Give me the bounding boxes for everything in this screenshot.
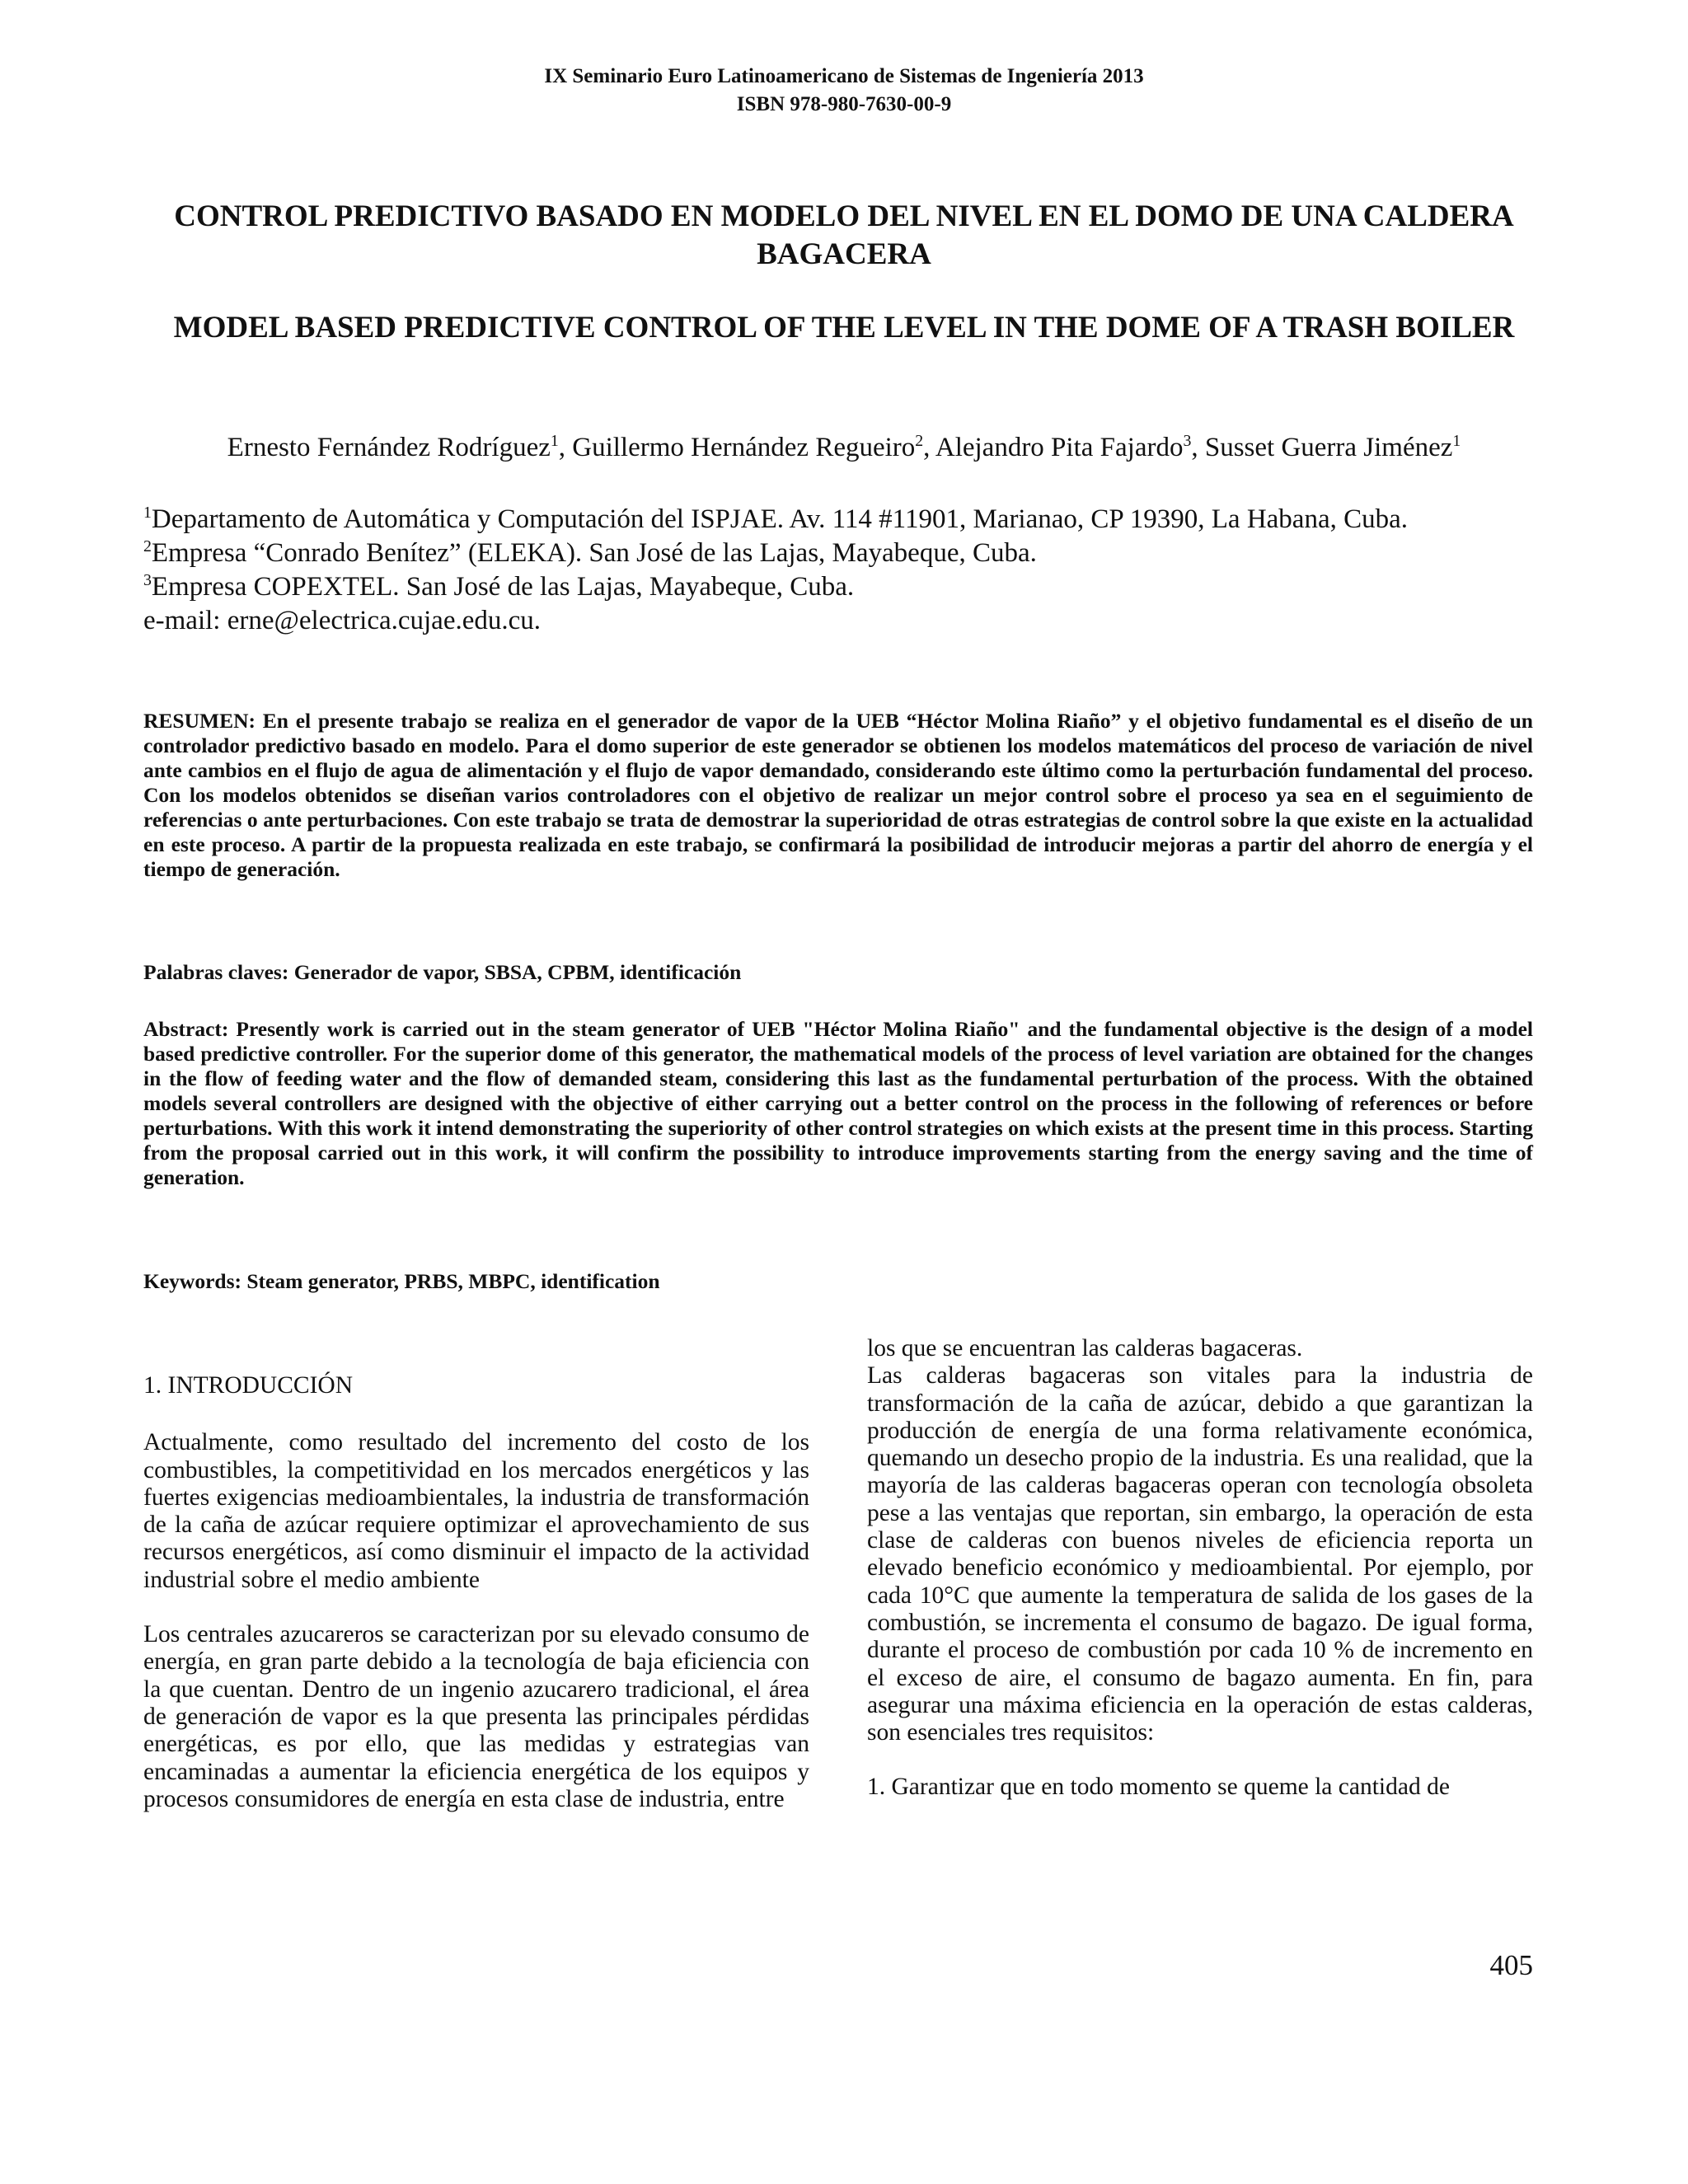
affiliation-text: Departamento de Automática y Computación del ISPJAE. Av. 114 #11901, Marianao, CP 19390, La Habana, Cuba. bbox=[151, 504, 1409, 534]
conference-header: IX Seminario Euro Latinoamericano de Sistemas de Ingeniería 2013 bbox=[544, 65, 1144, 87]
author-affiliation-marker: 2 bbox=[915, 432, 924, 450]
author-name: Alejandro Pita Fajardo bbox=[935, 433, 1184, 462]
paper-title-english: MODEL BASED PREDICTIVE CONTROL OF THE LEVEL IN THE DOME OF A TRASH BOILER bbox=[173, 311, 1515, 344]
isbn-header: ISBN 978-980-7630-00-9 bbox=[736, 93, 952, 115]
author-affiliation-marker: 1 bbox=[1452, 432, 1461, 450]
affiliation-marker: 2 bbox=[143, 537, 152, 555]
author-name: Ernesto Fernández Rodríguez bbox=[227, 433, 551, 462]
abstract-paragraph: Abstract: Presently work is carried out in the steam generator of UEB "Héctor Molina Riaño" and the fundamental objective is the design of a model based predictive controller. For the superior dome of this generator, the mathematical models of the process of level variation are obtained for the changes in the flow of feeding water and the flow of demanded steam, considering this last as the fundamental perturbation of the process. With the obtained models several controllers are designed with the objective of either carrying out a better control on the process in the following of references or before perturbations. With this work it intend demonstrating the superiority of other control strategies on which exists at the present time in this process. Starting from the proposal carried out in this work, it will confirm the possibility to introduce improvements starting from the energy saving and the time of generation. bbox=[143, 1017, 1533, 1189]
body-paragraph: Actualmente, como resultado del incremento del costo de los combustibles, la competitividad en los mercados energéticos y las fuertes exigencias medioambientales, la industria de transformación de la caña de azúcar requiere optimizar el aprovechamiento de sus recursos energéticos, así como disminuir el impacto de la actividad industrial sobre el medio ambiente bbox=[143, 1429, 809, 1593]
body-paragraph: Las calderas bagaceras son vitales para la industria de transformación de la caña de azúcar, debido a que garantizan la producción de energía de una forma relativamente económica, quemando un desecho propio de la industria. Es una realidad, que la mayoría de las calderas bagaceras operan con tecnología obsoleta pese a las ventajas que reportan, sin embargo, la operación de esta clase de calderas con buenos niveles de eficiencia reporta un elevado beneficio económico y medioambiental. Por ejemplo, por cada 10°C que aumente la temperatura de salida de los gases de la combustión, se incrementa el consumo de bagazo. De igual forma, durante el proceso de combustión por cada 10 % de incremento en el exceso de aire, el consumo de bagazo aumenta. En fin, para asegurar una máxima eficiencia en la operación de estas calderas, son esenciales tres requisitos: bbox=[867, 1362, 1533, 1746]
body-left-column bbox=[143, 1372, 809, 1813]
author-separator: , bbox=[558, 433, 573, 462]
author-affiliation-marker: 1 bbox=[550, 432, 559, 450]
paper-title-spanish: CONTROL PREDICTIVO BASADO EN MODELO DEL NIVEL EN EL DOMO DE UNA CALDERA BAGACERA bbox=[174, 199, 1514, 271]
body-right-column bbox=[867, 1335, 1533, 1802]
section-heading-introduccion: 1. INTRODUCCIÓN bbox=[143, 1372, 354, 1399]
affiliation-text: Empresa “Conrado Benítez” (ELEKA). San José de las Lajas, Mayabeque, Cuba. bbox=[151, 538, 1037, 568]
author-list bbox=[0, 429, 1688, 466]
affiliation-3 bbox=[143, 570, 1533, 604]
author-separator: , bbox=[923, 433, 935, 462]
affiliation-text: Empresa COPEXTEL. San José de las Lajas, Mayabeque, Cuba. bbox=[151, 572, 855, 602]
page-number: 405 bbox=[1489, 1949, 1533, 1981]
affiliations bbox=[143, 503, 1533, 638]
body-paragraph: Los centrales azucareros se caracterizan por su elevado consumo de energía, en gran parte debido a la tecnología de baja eficiencia con la que cuentan. Dentro de un ingenio azucarero tradicional, el área de generación de vapor es la que presenta las principales pérdidas energéticas, es por ello, que las medidas y estrategias van encaminadas a aumentar la eficiencia energética de los equipos y procesos consumidores de energía en esta clase de industria, entre bbox=[143, 1621, 809, 1812]
contact-email: e-mail: erne@electrica.cujae.edu.cu. bbox=[143, 606, 542, 635]
author-affiliation-marker: 3 bbox=[1183, 432, 1192, 450]
affiliation-2 bbox=[143, 537, 1533, 570]
body-paragraph: 1. Garantizar que en todo momento se queme la cantidad de bbox=[867, 1774, 1450, 1801]
palabras-claves: Palabras claves: Generador de vapor, SBSA, CPBM, identificación bbox=[143, 960, 742, 984]
affiliation-marker: 1 bbox=[143, 504, 152, 522]
keywords: Keywords: Steam generator, PRBS, MBPC, identification bbox=[143, 1269, 660, 1293]
affiliation-1 bbox=[143, 503, 1533, 537]
affiliation-marker: 3 bbox=[143, 571, 152, 589]
resumen-paragraph: RESUMEN: En el presente trabajo se realiza en el generador de vapor de la UEB “Héctor Molina Riaño” y el objetivo fundamental es el diseño de un controlador predictivo basado en modelo. Para el domo superior de este generador se obtienen los modelos matemáticos del proceso de variación de nivel ante cambios en el flujo de agua de alimentación y el flujo de vapor demandado, considerando este último como la perturbación fundamental del proceso. Con los modelos obtenidos se diseñan varios controladores con el objetivo de realizar un mejor control sobre el proceso ya sea en el seguimiento de referencias o ante perturbaciones. Con este trabajo se trata de demostrar la superioridad de otras estrategias de control sobre la que existe en la actualidad en este proceso. A partir de la propuesta realizada en este trabajo, se confirmará la posibilidad de introducir mejoras a partir del ahorro de energía y el tiempo de generación. bbox=[143, 709, 1533, 881]
author-name: Susset Guerra Jiménez bbox=[1204, 433, 1453, 462]
body-paragraph: los que se encuentran las calderas bagaceras. bbox=[867, 1335, 1303, 1361]
author-separator: , bbox=[1191, 433, 1205, 462]
author-name: Guillermo Hernández Regueiro bbox=[572, 433, 916, 462]
